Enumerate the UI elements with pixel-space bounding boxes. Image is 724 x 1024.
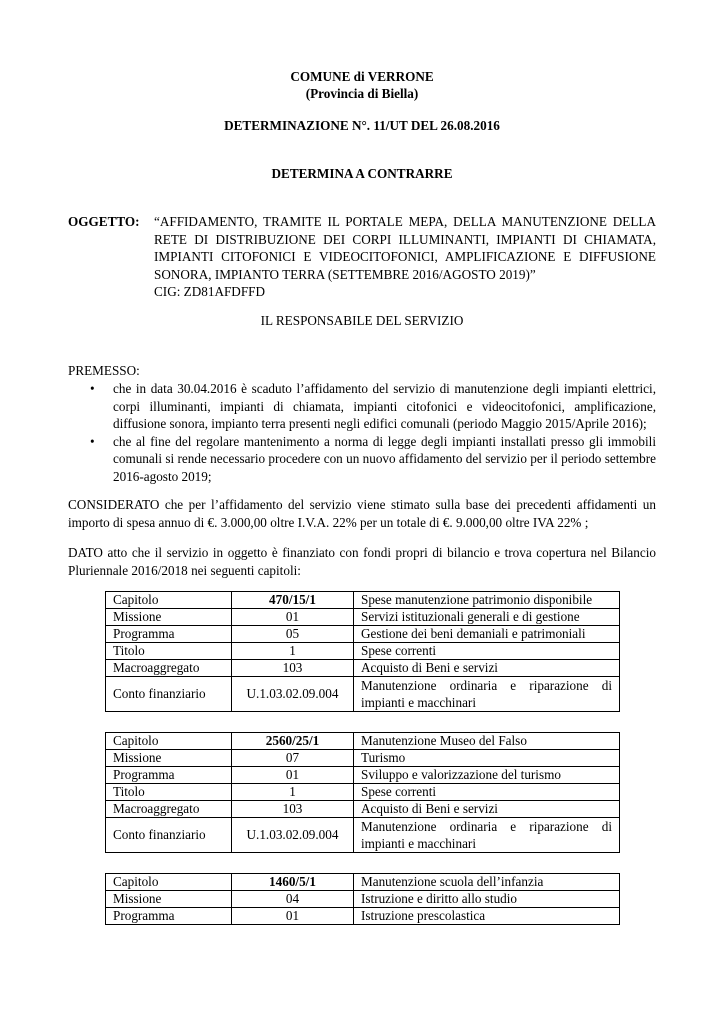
row-description: Sviluppo e valorizzazione del turismo (354, 767, 620, 784)
row-code: 04 (232, 891, 354, 908)
row-description: Spese correnti (354, 643, 620, 660)
row-code: 1 (232, 784, 354, 801)
row-code: 103 (232, 660, 354, 677)
table-row (106, 677, 620, 712)
row-description: Gestione dei beni demaniali e patrimoniali (354, 626, 620, 643)
provincia-subtitle: (Provincia di Biella) (305, 86, 419, 101)
list-item (68, 380, 656, 433)
row-label: Programma (106, 626, 232, 643)
oggetto-label: OGGETTO: (68, 214, 140, 229)
row-code: 1 (232, 643, 354, 660)
description-line: impianti e macchinari (361, 695, 476, 710)
capitolo-table (105, 732, 620, 853)
capitolo-table (105, 591, 620, 712)
capitolo-code: 470/15/1 (232, 592, 354, 609)
row-label: Missione (106, 891, 232, 908)
row-code: 01 (232, 767, 354, 784)
row-description: Spese manutenzione patrimonio disponibile (354, 592, 620, 609)
row-description (354, 818, 620, 853)
considerato-paragraph: CONSIDERATO che per l’affidamento del servizio viene stimato sulla base dei precedenti affidamenti un importo di spesa annuo di €. 3.000,00 oltre I.V.A. 22% per un totale di €. 9.000,00 oltre IVA 22% ; (68, 497, 656, 530)
dato-atto-paragraph: DATO atto che il servizio in oggetto è finanziato con fondi propri di bilancio e trova copertura nel Bilancio Pluriennale 2016/2018 nei seguenti capitoli: (68, 545, 656, 578)
oggetto-cig: CIG: ZD81AFDFFD (154, 284, 266, 299)
row-label: Missione (106, 609, 232, 626)
table-row (106, 801, 620, 818)
table-row (106, 626, 620, 643)
list-item-text: che al fine del regolare mantenimento a norma di legge degli impianti installati presso gli immobili comunali si rende necessario procedere con un nuovo affidamento del servizio per il periodo settembre 2016-agosto 2019; (113, 433, 656, 484)
oggetto-text (154, 213, 656, 301)
table-row (106, 874, 620, 891)
oggetto-line: SONORA, IMPIANTO TERRA (SETTEMBRE 2016/AGOSTO 2019)” (154, 266, 536, 282)
table-row (106, 643, 620, 660)
row-description: Manutenzione Museo del Falso (354, 733, 620, 750)
row-description: Spese correnti (354, 784, 620, 801)
row-label: Titolo (106, 643, 232, 660)
row-label: Missione (106, 750, 232, 767)
table-row (106, 818, 620, 853)
row-label: Programma (106, 767, 232, 784)
determina-heading: DETERMINA A CONTRARRE (271, 166, 453, 181)
row-label: Capitolo (106, 874, 232, 891)
row-label: Capitolo (106, 592, 232, 609)
row-label: Capitolo (106, 733, 232, 750)
description-line: Manutenzione ordinaria e riparazione di (361, 819, 612, 834)
responsabile-heading: IL RESPONSABILE DEL SERVIZIO (260, 313, 464, 328)
list-item (68, 433, 656, 486)
oggetto-line: “AFFIDAMENTO, TRAMITE IL PORTALE MEPA, DELLA MANUTENZIONE DELLA (154, 214, 656, 229)
table-row (106, 767, 620, 784)
row-code: 05 (232, 626, 354, 643)
row-code: 103 (232, 801, 354, 818)
table-row (106, 733, 620, 750)
row-description: Istruzione e diritto allo studio (354, 891, 620, 908)
table-row (106, 750, 620, 767)
comune-title: COMUNE di VERRONE (290, 69, 434, 84)
capitolo-code: 2560/25/1 (232, 733, 354, 750)
description-line: Manutenzione ordinaria e riparazione di (361, 678, 612, 693)
row-label: Conto finanziario (106, 818, 232, 853)
row-label: Conto finanziario (106, 677, 232, 712)
table-row (106, 660, 620, 677)
table-row (106, 784, 620, 801)
bullet-icon: • (90, 433, 95, 449)
row-description: Turismo (354, 750, 620, 767)
oggetto-line: RETE DI DISTRIBUZIONE DEI CORPI ILLUMINANTI, IMPIANTI DI CHIAMATA, (154, 231, 656, 247)
premesso-list (68, 380, 656, 485)
row-code: U.1.03.02.09.004 (232, 818, 354, 853)
capitolo-table (105, 873, 620, 925)
row-code: 01 (232, 908, 354, 925)
row-description: Istruzione prescolastica (354, 908, 620, 925)
row-description: Servizi istituzionali generali e di gestione (354, 609, 620, 626)
bullet-icon: • (90, 381, 95, 396)
determinazione-number: DETERMINAZIONE N°. 11/UT DEL 26.08.2016 (224, 118, 500, 133)
table-row (106, 908, 620, 925)
row-code: U.1.03.02.09.004 (232, 677, 354, 712)
row-label: Macroaggregato (106, 660, 232, 677)
row-description (354, 677, 620, 712)
capitolo-code: 1460/5/1 (232, 874, 354, 891)
table-row (106, 609, 620, 626)
row-code: 01 (232, 609, 354, 626)
row-label: Programma (106, 908, 232, 925)
row-description: Manutenzione scuola dell’infanzia (354, 874, 620, 891)
row-description: Acquisto di Beni e servizi (354, 801, 620, 818)
row-label: Titolo (106, 784, 232, 801)
row-label: Macroaggregato (106, 801, 232, 818)
row-description: Acquisto di Beni e servizi (354, 660, 620, 677)
table-row (106, 891, 620, 908)
row-code: 07 (232, 750, 354, 767)
description-line: impianti e macchinari (361, 836, 476, 851)
table-row (106, 592, 620, 609)
premesso-label: PREMESSO: (68, 363, 140, 378)
list-item-text: che in data 30.04.2016 è scaduto l’affidamento del servizio di manutenzione degli impianti elettrici, corpi illuminanti, impianti di chiamata, impianti citofonici e videocitofonici, amplificazione, diffusione sonora, impianto terra presenti negli edifici comunali (periodo Maggio 2015/Aprile 2016); (113, 381, 656, 431)
oggetto-line: IMPIANTI CITOFONICI E VIDEOCITOFONICI, AMPLIFICAZIONE E DIFFUSIONE (154, 249, 656, 264)
